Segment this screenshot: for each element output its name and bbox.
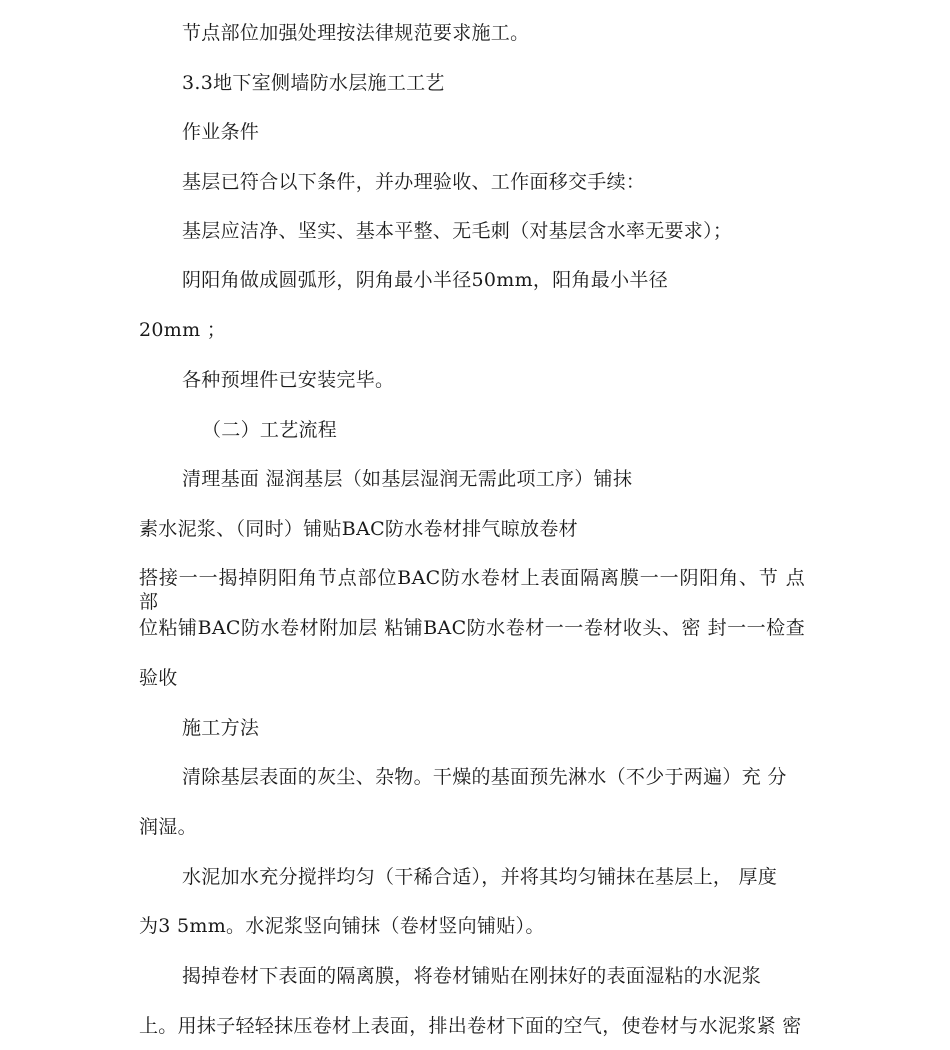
subsection-heading: （二）工艺流程: [202, 419, 338, 441]
paragraph-line: 位粘铺BAC防水卷材附加层 粘铺BAC防水卷材一一卷材收头、密 封一一检查: [139, 617, 805, 639]
subsection-heading: 作业条件: [182, 121, 260, 143]
paragraph-line: 搭接一一揭掉阴阳角节点部位BAC防水卷材上表面隔离膜一一阴阳角、节 点部: [139, 567, 805, 613]
paragraph-line: 润湿。: [139, 816, 197, 838]
paragraph-line: 素水泥浆、（同时）铺贴BAC防水卷材排气晾放卷材: [139, 518, 578, 540]
section-heading: 3.3地下室侧墙防水层施工工艺: [182, 72, 445, 94]
paragraph-line: 为3 5mm。水泥浆竖向铺抹（卷材竖向铺贴）。: [139, 915, 545, 937]
paragraph-line: 基层已符合以下条件，并办理验收、工作面移交手续：: [182, 171, 646, 193]
paragraph-line: 验收: [139, 667, 178, 689]
paragraph-line: 水泥加水充分搅拌均匀（干稀合适），并将其均匀铺抹在基层上， 厚度: [182, 866, 778, 888]
subsection-heading: 施工方法: [182, 717, 260, 739]
paragraph-line: 各种预埋件已安装完毕。: [182, 369, 395, 391]
paragraph-line: 揭掉卷材下表面的隔离膜，将卷材铺贴在刚抹好的表面湿粘的水泥浆: [182, 965, 762, 987]
paragraph-line: 基层应洁净、坚实、基本平整、无毛刺（对基层含水率无要求）；: [182, 220, 733, 242]
paragraph-line: 清除基层表面的灰尘、杂物。干燥的基面预先淋水（不少于两遍）充 分: [182, 766, 787, 788]
paragraph-line: 清理基面 湿润基层（如基层湿润无需此项工序）铺抹: [182, 468, 633, 490]
paragraph-line: 节点部位加强处理按法律规范要求施工。: [182, 22, 530, 44]
paragraph-line: 20mm ；: [139, 319, 227, 341]
paragraph-line: 阴阳角做成圆弧形，阴角最小半径50mm，阳角最小半径: [182, 269, 669, 291]
paragraph-line: 上。用抹子轻轻抹压卷材上表面，排出卷材下面的空气，使卷材与水泥浆紧 密: [139, 1015, 802, 1037]
